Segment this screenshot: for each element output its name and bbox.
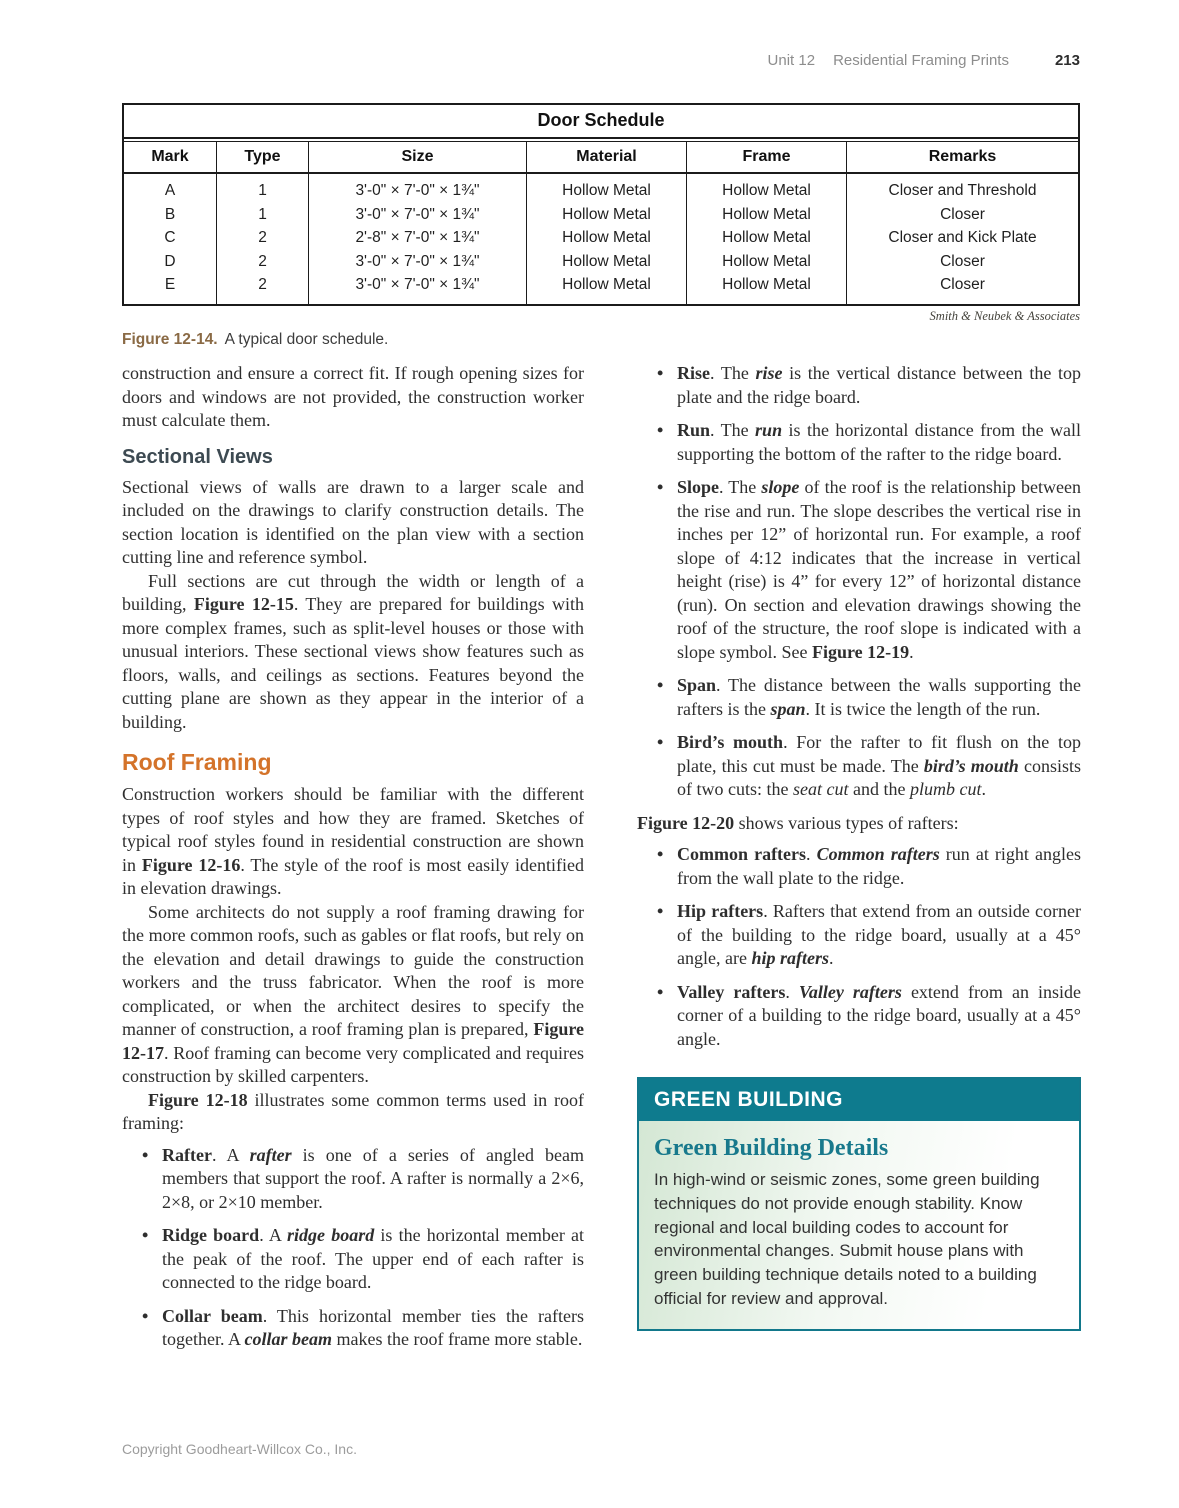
text-segment: rafter xyxy=(249,1144,292,1165)
table-cell: Hollow Metal xyxy=(687,250,847,274)
table-header-row xyxy=(124,142,1078,174)
page-number: 213 xyxy=(1054,52,1080,69)
table-cell: Closer xyxy=(940,205,985,223)
bullet-item xyxy=(677,476,1081,664)
text-segment: Figure 12-19 xyxy=(812,641,910,662)
bullet-item xyxy=(162,1224,584,1295)
text-segment: plumb cut xyxy=(909,779,982,799)
text-segment: . Roof framing can become very complicated and requires construction by skilled carpenters. xyxy=(122,1042,584,1086)
text-segment: collar beam xyxy=(244,1329,332,1349)
table-cell: Hollow Metal xyxy=(527,273,687,304)
text-segment: shows various types of rafters: xyxy=(734,812,959,833)
text-segment: Figure 12-16 xyxy=(141,854,241,875)
text-segment: Rafter xyxy=(162,1144,212,1165)
figure-caption xyxy=(122,331,1080,349)
text-segment: Common rafters xyxy=(816,844,940,864)
text-segment: Sectional views of walls are drawn to a larger scale and included on the drawings to clarify construction details. The section location is identified on the plan view with a section cutting line and reference symbol. xyxy=(122,476,584,567)
text-segment: rise xyxy=(755,363,783,383)
figure-label: Figure 12-14. xyxy=(122,330,218,348)
section-heading-roof-framing: Roof Framing xyxy=(122,749,272,775)
table-cell: D xyxy=(124,250,217,274)
table-cell: Hollow Metal xyxy=(687,203,847,227)
rafter-types-list xyxy=(637,843,1081,1051)
text-segment: . The style of the roof is most easily identified in elevation drawings. xyxy=(122,854,584,898)
text-segment: is one of a series of angled beam members that support the roof. A rafter is normally a 2×6, 2×8, or 2×10 member. xyxy=(162,1144,584,1212)
table-header-cell: Material xyxy=(527,142,687,172)
text-segment: . xyxy=(806,844,817,864)
table-row xyxy=(124,203,1078,227)
attribution: Smith & Neubek & Associates xyxy=(929,308,1080,323)
green-building-text: In high-wind or seismic zones, some green building techniques do not provide enough stability. Know regional and local building codes to account for environmental changes. Submit house plans with green building technique details noted to a building official for review and approval. xyxy=(654,1170,1040,1308)
table-header-cell: Frame xyxy=(687,142,847,172)
text-segment: . It is twice the length of the run. xyxy=(805,698,1041,719)
paragraph-roof-2 xyxy=(122,901,584,1089)
text-segment: . They are prepared for buildings with more complex frames, such as split-level houses or those with unusual interiors. These sectional views show features such as floors, walls, and ceilings as sections. Features beyond the cutting plane are shown as they appear in the interior of a building. xyxy=(122,594,584,732)
text-segment: hip rafters xyxy=(751,948,829,968)
text-segment: Full sections are cut through the width or length of a building, xyxy=(122,570,584,614)
text-segment: bird’s mouth xyxy=(923,755,1019,776)
table-cell: E xyxy=(124,273,217,304)
door-schedule-block xyxy=(122,103,1080,349)
text-segment: . The xyxy=(719,477,762,497)
table-title: Door Schedule xyxy=(124,105,1078,139)
table-row xyxy=(124,250,1078,274)
text-segment: . The distance between the walls supporting the rafters is the xyxy=(677,675,1081,719)
bullet-item xyxy=(677,362,1081,409)
text-segment: Figure 12-17 xyxy=(122,1019,584,1063)
paragraph-intro xyxy=(122,362,584,433)
table-cell: Hollow Metal xyxy=(687,273,847,304)
paragraph-roof-3 xyxy=(122,1089,584,1136)
text-segment: is the horizontal distance from the wall supporting the bottom of the rafter to the ridge board. xyxy=(677,420,1081,464)
table-row xyxy=(124,226,1078,250)
table-row xyxy=(124,273,1078,304)
table-row xyxy=(124,174,1078,203)
text-segment: Common rafters xyxy=(677,844,807,864)
table-cell: 2 xyxy=(217,226,309,250)
bullet-item xyxy=(677,843,1081,890)
text-segment: Construction workers should be familiar with the different types of roof styles and how they are framed. Sketches of typical roof styles found in residential construction are shown in xyxy=(122,784,584,875)
table-cell: Closer xyxy=(940,252,985,270)
table-body xyxy=(124,174,1078,304)
text-segment: Collar beam xyxy=(162,1305,263,1326)
table-cell: Hollow Metal xyxy=(527,203,687,227)
footer-copyright: Copyright Goodheart-Willcox Co., Inc. xyxy=(122,1441,357,1457)
green-building-heading: Green Building Details xyxy=(654,1135,889,1161)
text-segment: . xyxy=(981,779,986,799)
text-segment: span xyxy=(770,698,806,719)
text-segment: . A xyxy=(259,1225,288,1245)
door-schedule-table xyxy=(122,103,1080,306)
text-segment: . xyxy=(828,948,834,968)
table-cell: 2 xyxy=(217,250,309,274)
text-segment: run xyxy=(755,420,783,440)
table-cell: 2 xyxy=(217,273,309,304)
text-segment: Valley rafters xyxy=(798,981,902,1002)
table-header-cell: Size xyxy=(309,142,527,172)
running-head xyxy=(768,52,1080,69)
left-column xyxy=(122,362,584,1362)
paragraph-sectional-1 xyxy=(122,476,584,570)
text-segment: Ridge board xyxy=(162,1225,260,1245)
bullet-item xyxy=(677,731,1081,802)
text-segment: . xyxy=(785,981,799,1002)
text-segment: . The xyxy=(710,420,756,440)
text-segment: illustrates some common terms used in roof framing: xyxy=(122,1089,584,1133)
table-cell: Closer and Kick Plate xyxy=(888,229,1037,246)
text-segment: . A xyxy=(211,1144,250,1165)
table-cell: 3'-0" × 7'-0" × 1¾" xyxy=(309,174,527,203)
text-segment: . This horizontal member ties the rafters together. A xyxy=(162,1305,584,1349)
table-cell: 1 xyxy=(217,174,309,203)
text-segment: . xyxy=(909,641,914,662)
text-segment: makes the roof frame more stable. xyxy=(332,1329,583,1349)
table-cell: Closer and Threshold xyxy=(888,182,1037,199)
roof-terms-list-right xyxy=(637,362,1081,802)
paragraph-sectional-2 xyxy=(122,570,584,735)
table-cell: A xyxy=(124,174,217,203)
table-cell: Hollow Metal xyxy=(687,174,847,203)
text-segment: ridge board xyxy=(287,1225,375,1245)
text-segment: . Rafters that extend from an outside corner of the building to the ridge board, usually at a 45° angle, are xyxy=(677,901,1081,968)
table-cell: Hollow Metal xyxy=(527,250,687,274)
table-cell: 3'-0" × 7'-0" × 1¾" xyxy=(309,273,527,304)
table-cell: Closer xyxy=(940,276,985,293)
table-cell: 3'-0" × 7'-0" × 1¾" xyxy=(309,250,527,274)
table-cell: Hollow Metal xyxy=(527,226,687,250)
bullet-item xyxy=(162,1305,584,1352)
bullet-item xyxy=(162,1144,584,1215)
bullet-item xyxy=(677,419,1081,466)
text-segment: run at right angles from the wall plate to the ridge. xyxy=(677,844,1081,888)
text-segment: is the vertical distance between the top plate and the ridge board. xyxy=(677,363,1081,407)
section-heading-sectional-views: Sectional Views xyxy=(122,445,273,468)
bullet-item xyxy=(677,981,1081,1052)
chapter-title: Residential Framing Prints xyxy=(833,52,1009,69)
text-segment: is the horizontal member at the peak of the roof. The upper end of each rafter is connected to the ridge board. xyxy=(162,1225,585,1292)
bullet-item xyxy=(677,674,1081,721)
table-cell: 1 xyxy=(217,203,309,227)
text-segment: Valley rafters xyxy=(677,981,786,1002)
green-building-body xyxy=(639,1121,1079,1329)
paragraph-roof-1 xyxy=(122,783,584,901)
right-column xyxy=(637,362,1081,1331)
text-segment: extend from an inside corner of a building to the ridge board, usually at a 45° angle. xyxy=(677,981,1081,1049)
unit-label: Unit 12 xyxy=(767,52,816,69)
table-cell: C xyxy=(124,226,217,250)
text-segment: consists of two cuts: the xyxy=(677,755,1081,799)
text-segment: . The xyxy=(710,363,756,383)
green-building-box xyxy=(637,1077,1081,1331)
text-segment: Run xyxy=(677,420,711,440)
text-segment: Span xyxy=(677,675,717,695)
text-segment: construction and ensure a correct fit. If rough opening sizes for doors and windows are not provided, the construction worker must calculate them. xyxy=(122,363,584,430)
text-segment: slope xyxy=(761,477,800,497)
text-segment: Figure 12-15 xyxy=(193,594,294,614)
table-header-cell: Remarks xyxy=(928,148,997,165)
roof-terms-list-left xyxy=(122,1144,584,1352)
table-cell: Hollow Metal xyxy=(527,174,687,203)
table-cell: 3'-0" × 7'-0" × 1¾" xyxy=(309,203,527,227)
text-segment: Bird’s mouth xyxy=(677,732,784,752)
text-segment: Figure 12-20 xyxy=(637,812,735,833)
paragraph-figure-12-20 xyxy=(637,812,1081,836)
table-cell: Hollow Metal xyxy=(687,226,847,250)
text-segment: Figure 12-18 xyxy=(148,1089,248,1110)
table-header-cell: Mark xyxy=(124,142,217,172)
text-segment: and the xyxy=(848,779,910,799)
text-segment: Hip rafters xyxy=(677,901,764,921)
text-segment: seat cut xyxy=(792,779,849,799)
table-header-cell: Type xyxy=(217,142,309,172)
bullet-item xyxy=(677,900,1081,971)
text-segment: Rise xyxy=(677,363,710,383)
table-cell: B xyxy=(124,203,217,227)
text-segment: of the roof is the relationship between the rise and run. The slope describes the vertical rise in inches per 12” of horizontal run. For example, a roof slope of 4:12 indicates that the increase in vertical height (rise) is 4” for every 12” of horizontal distance (run). On section and elevation drawings showing the roof of the structure, the roof slope is indicated with a slope symbol. See xyxy=(677,477,1081,662)
table-cell: 2'-8" × 7'-0" × 1¾" xyxy=(309,226,527,250)
green-building-tab: GREEN BUILDING xyxy=(639,1079,1079,1121)
figure-caption-text: A typical door schedule. xyxy=(224,330,389,348)
text-segment: Some architects do not supply a roof framing drawing for the more common roofs, such as gables or flat roofs, but rely on the elevation and detail drawings to guide the construction workers and the truss fabricator. When the roof is more complicated, or when the architect desires to specify the manner of construction, a roof framing plan is prepared, xyxy=(122,901,584,1039)
text-segment: . For the rafter to fit flush on the top plate, this cut must be made. The xyxy=(677,732,1081,776)
text-segment: Slope xyxy=(677,477,720,497)
